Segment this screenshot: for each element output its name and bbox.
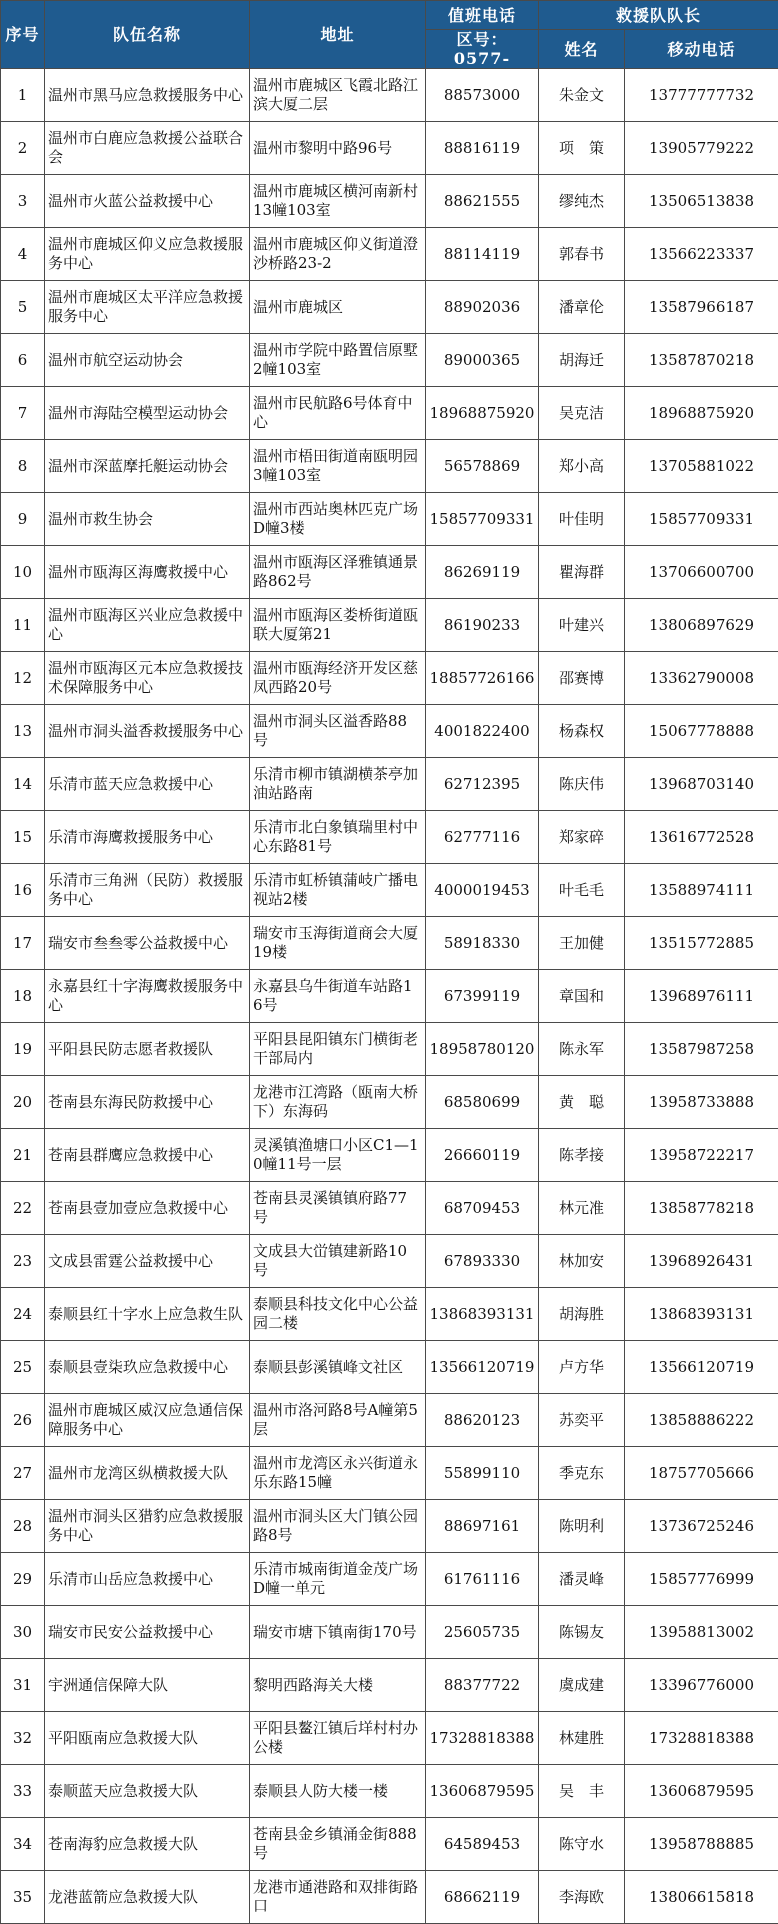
table-row <box>1 387 778 440</box>
team-address: 温州市洞头区溢香路88号 <box>250 705 426 758</box>
team-address: 温州市鹿城区 <box>250 281 426 334</box>
leader-name: 虞成建 <box>539 1659 625 1712</box>
table-row <box>1 1447 778 1500</box>
leader-mobile: 13958733888 <box>625 1076 778 1129</box>
leader-mobile: 13705881022 <box>625 440 778 493</box>
team-address: 温州市鹿城区飞霞北路江滨大厦二层 <box>250 69 426 122</box>
leader-name: 瞿海群 <box>539 546 625 599</box>
team-address: 瑞安市塘下镇南街170号 <box>250 1606 426 1659</box>
table-row <box>1 917 778 970</box>
leader-name: 李海欧 <box>539 1871 625 1924</box>
team-name: 温州市瓯海区元本应急救援技术保障服务中心 <box>45 652 250 705</box>
team-name: 温州市黑马应急救援服务中心 <box>45 69 250 122</box>
row-number: 5 <box>1 281 45 334</box>
table-row <box>1 758 778 811</box>
leader-name: 卢方华 <box>539 1341 625 1394</box>
team-address: 龙港市通港路和双排街路口 <box>250 1871 426 1924</box>
leader-name: 叶建兴 <box>539 599 625 652</box>
team-name: 瑞安市民安公益救援中心 <box>45 1606 250 1659</box>
row-number: 8 <box>1 440 45 493</box>
row-number: 31 <box>1 1659 45 1712</box>
leader-mobile: 13606879595 <box>625 1765 778 1818</box>
duty-phone: 68580699 <box>426 1076 539 1129</box>
duty-phone: 13566120719 <box>426 1341 539 1394</box>
team-address: 龙港市江湾路（瓯南大桥下）东海码 <box>250 1076 426 1129</box>
row-number: 16 <box>1 864 45 917</box>
table-row <box>1 228 778 281</box>
team-address: 瑞安市玉海街道商会大厦19楼 <box>250 917 426 970</box>
row-number: 27 <box>1 1447 45 1500</box>
team-address: 乐清市城南街道金茂广场D幢一单元 <box>250 1553 426 1606</box>
header-name: 姓名 <box>539 30 625 69</box>
table-row <box>1 1288 778 1341</box>
leader-name: 潘章伦 <box>539 281 625 334</box>
header-area-code: 区号：0577- <box>426 30 539 69</box>
duty-phone: 56578869 <box>426 440 539 493</box>
row-number: 13 <box>1 705 45 758</box>
team-name: 永嘉县红十字海鹰救援服务中心 <box>45 970 250 1023</box>
team-name: 文成县雷霆公益救援中心 <box>45 1235 250 1288</box>
team-name: 温州市瓯海区海鹰救援中心 <box>45 546 250 599</box>
leader-name: 胡海胜 <box>539 1288 625 1341</box>
duty-phone: 89000365 <box>426 334 539 387</box>
leader-name: 杨森权 <box>539 705 625 758</box>
team-name: 瑞安市叁叁零公益救援中心 <box>45 917 250 970</box>
leader-mobile: 13515772885 <box>625 917 778 970</box>
table-row <box>1 652 778 705</box>
leader-mobile: 18968875920 <box>625 387 778 440</box>
leader-mobile: 18757705666 <box>625 1447 778 1500</box>
duty-phone: 88620123 <box>426 1394 539 1447</box>
table-row <box>1 1818 778 1871</box>
table-row <box>1 122 778 175</box>
duty-phone: 13606879595 <box>426 1765 539 1818</box>
duty-phone: 88697161 <box>426 1500 539 1553</box>
team-address: 黎明西路海关大楼 <box>250 1659 426 1712</box>
row-number: 6 <box>1 334 45 387</box>
leader-name: 陈永军 <box>539 1023 625 1076</box>
leader-name: 朱金文 <box>539 69 625 122</box>
leader-mobile: 13858886222 <box>625 1394 778 1447</box>
row-number: 24 <box>1 1288 45 1341</box>
leader-mobile: 13958788885 <box>625 1818 778 1871</box>
table-row <box>1 970 778 1023</box>
leader-mobile: 13566223337 <box>625 228 778 281</box>
team-address: 温州市洞头区大门镇公园路8号 <box>250 1500 426 1553</box>
leader-mobile: 13858778218 <box>625 1182 778 1235</box>
row-number: 19 <box>1 1023 45 1076</box>
team-name: 温州市海陆空模型运动协会 <box>45 387 250 440</box>
row-number: 30 <box>1 1606 45 1659</box>
table-row <box>1 864 778 917</box>
row-number: 29 <box>1 1553 45 1606</box>
table-row <box>1 1182 778 1235</box>
header-leader: 救援队队长 <box>539 1 778 30</box>
duty-phone: 62777116 <box>426 811 539 864</box>
leader-name: 潘灵峰 <box>539 1553 625 1606</box>
leader-mobile: 13706600700 <box>625 546 778 599</box>
duty-phone: 18958780120 <box>426 1023 539 1076</box>
team-name: 泰顺蓝天应急救援大队 <box>45 1765 250 1818</box>
leader-mobile: 15857709331 <box>625 493 778 546</box>
table-row <box>1 1394 778 1447</box>
team-name: 温州市白鹿应急救援公益联合会 <box>45 122 250 175</box>
team-address: 温州市瓯海经济开发区慈凤西路20号 <box>250 652 426 705</box>
table-row <box>1 1023 778 1076</box>
duty-phone: 58918330 <box>426 917 539 970</box>
duty-phone: 25605735 <box>426 1606 539 1659</box>
leader-mobile: 13566120719 <box>625 1341 778 1394</box>
team-name: 宇洲通信保障大队 <box>45 1659 250 1712</box>
row-number: 32 <box>1 1712 45 1765</box>
leader-name: 王加健 <box>539 917 625 970</box>
row-number: 10 <box>1 546 45 599</box>
duty-phone: 13868393131 <box>426 1288 539 1341</box>
team-address: 温州市龙湾区永兴街道永乐东路15幢 <box>250 1447 426 1500</box>
team-name: 乐清市三角洲（民防）救援服务中心 <box>45 864 250 917</box>
duty-phone: 68709453 <box>426 1182 539 1235</box>
table-header <box>1 1 778 69</box>
row-number: 14 <box>1 758 45 811</box>
leader-name: 黄 聪 <box>539 1076 625 1129</box>
row-number: 11 <box>1 599 45 652</box>
duty-phone: 88377722 <box>426 1659 539 1712</box>
leader-name: 郭春书 <box>539 228 625 281</box>
team-name: 龙港蓝箭应急救援大队 <box>45 1871 250 1924</box>
leader-mobile: 13905779222 <box>625 122 778 175</box>
leader-name: 林加安 <box>539 1235 625 1288</box>
header-address: 地址 <box>250 1 426 69</box>
leader-name: 邵赛博 <box>539 652 625 705</box>
team-name: 泰顺县壹柒玖应急救援中心 <box>45 1341 250 1394</box>
team-address: 温州市黎明中路96号 <box>250 122 426 175</box>
duty-phone: 18857726166 <box>426 652 539 705</box>
leader-name: 陈庆伟 <box>539 758 625 811</box>
leader-name: 陈锡友 <box>539 1606 625 1659</box>
duty-phone: 86190233 <box>426 599 539 652</box>
duty-phone: 88621555 <box>426 175 539 228</box>
team-name: 温州市洞头溢香救援服务中心 <box>45 705 250 758</box>
duty-phone: 88114119 <box>426 228 539 281</box>
team-address: 温州市民航路6号体育中心 <box>250 387 426 440</box>
table-row <box>1 1076 778 1129</box>
leader-mobile: 13616772528 <box>625 811 778 864</box>
table-row <box>1 1341 778 1394</box>
team-name: 苍南县群鹰应急救援中心 <box>45 1129 250 1182</box>
team-name: 乐清市山岳应急救援中心 <box>45 1553 250 1606</box>
team-address: 温州市学院中路置信原墅2幢103室 <box>250 334 426 387</box>
row-number: 33 <box>1 1765 45 1818</box>
table-row <box>1 334 778 387</box>
leader-mobile: 15067778888 <box>625 705 778 758</box>
team-name: 泰顺县红十字水上应急救生队 <box>45 1288 250 1341</box>
table-row <box>1 1712 778 1765</box>
table-row <box>1 599 778 652</box>
team-name: 平阳瓯南应急救援大队 <box>45 1712 250 1765</box>
team-address: 泰顺县彭溪镇峰文社区 <box>250 1341 426 1394</box>
team-address: 乐清市柳市镇湖横茶亭加油站路南 <box>250 758 426 811</box>
leader-name: 林元准 <box>539 1182 625 1235</box>
team-address: 苍南县金乡镇涌金街888号 <box>250 1818 426 1871</box>
leader-mobile: 13968976111 <box>625 970 778 1023</box>
duty-phone: 68662119 <box>426 1871 539 1924</box>
leader-name: 吴克洁 <box>539 387 625 440</box>
leader-name: 胡海迁 <box>539 334 625 387</box>
table-row <box>1 175 778 228</box>
team-address: 温州市鹿城区仰义街道澄沙桥路23-2 <box>250 228 426 281</box>
row-number: 9 <box>1 493 45 546</box>
row-number: 26 <box>1 1394 45 1447</box>
team-address: 永嘉县乌牛街道车站路16号 <box>250 970 426 1023</box>
team-address: 平阳县昆阳镇东门横街老干部局内 <box>250 1023 426 1076</box>
duty-phone: 88573000 <box>426 69 539 122</box>
table-row <box>1 1765 778 1818</box>
team-address: 温州市瓯海区娄桥街道瓯联大厦第21 <box>250 599 426 652</box>
leader-name: 叶佳明 <box>539 493 625 546</box>
team-name: 温州市洞头区猎豹应急救援服务中心 <box>45 1500 250 1553</box>
leader-name: 陈明利 <box>539 1500 625 1553</box>
leader-mobile: 13868393131 <box>625 1288 778 1341</box>
duty-phone: 55899110 <box>426 1447 539 1500</box>
leader-mobile: 13362790008 <box>625 652 778 705</box>
team-name: 平阳县民防志愿者救援队 <box>45 1023 250 1076</box>
leader-name: 郑小高 <box>539 440 625 493</box>
duty-phone: 4001822400 <box>426 705 539 758</box>
leader-mobile: 13587870218 <box>625 334 778 387</box>
team-name: 温州市鹿城区威汉应急通信保障服务中心 <box>45 1394 250 1447</box>
duty-phone: 67399119 <box>426 970 539 1023</box>
table-row <box>1 493 778 546</box>
duty-phone: 67893330 <box>426 1235 539 1288</box>
team-address: 乐清市北白象镇瑞里村中心东路81号 <box>250 811 426 864</box>
leader-mobile: 13587987258 <box>625 1023 778 1076</box>
team-name: 温州市鹿城区太平洋应急救援服务中心 <box>45 281 250 334</box>
table-row <box>1 1606 778 1659</box>
table-row <box>1 1129 778 1182</box>
leader-mobile: 13506513838 <box>625 175 778 228</box>
table-row <box>1 69 778 122</box>
team-name: 苍南海豹应急救援大队 <box>45 1818 250 1871</box>
leader-name: 郑家碎 <box>539 811 625 864</box>
team-name: 温州市龙湾区纵横救援大队 <box>45 1447 250 1500</box>
leader-mobile: 13588974111 <box>625 864 778 917</box>
team-name: 温州市瓯海区兴业应急救援中心 <box>45 599 250 652</box>
leader-mobile: 13587966187 <box>625 281 778 334</box>
row-number: 34 <box>1 1818 45 1871</box>
table-row <box>1 440 778 493</box>
duty-phone: 64589453 <box>426 1818 539 1871</box>
row-number: 12 <box>1 652 45 705</box>
duty-phone: 17328818388 <box>426 1712 539 1765</box>
duty-phone: 4000019453 <box>426 864 539 917</box>
leader-mobile: 13806897629 <box>625 599 778 652</box>
leader-mobile: 17328818388 <box>625 1712 778 1765</box>
table-body <box>1 69 778 1924</box>
team-address: 温州市西站奥林匹克广场D幢3楼 <box>250 493 426 546</box>
leader-mobile: 13777777732 <box>625 69 778 122</box>
duty-phone: 26660119 <box>426 1129 539 1182</box>
header-mobile: 移动电话 <box>625 30 778 69</box>
leader-mobile: 15857776999 <box>625 1553 778 1606</box>
team-name: 乐清市蓝天应急救援中心 <box>45 758 250 811</box>
duty-phone: 15857709331 <box>426 493 539 546</box>
leader-name: 苏奕平 <box>539 1394 625 1447</box>
duty-phone: 86269119 <box>426 546 539 599</box>
table-row <box>1 811 778 864</box>
leader-mobile: 13968703140 <box>625 758 778 811</box>
leader-name: 陈孝接 <box>539 1129 625 1182</box>
team-address: 泰顺县人防大楼一楼 <box>250 1765 426 1818</box>
team-address: 温州市瓯海区泽雅镇通景路862号 <box>250 546 426 599</box>
leader-mobile: 13396776000 <box>625 1659 778 1712</box>
leader-name: 缪纯杰 <box>539 175 625 228</box>
leader-name: 章国和 <box>539 970 625 1023</box>
team-name: 温州市鹿城区仰义应急救援服务中心 <box>45 228 250 281</box>
leader-mobile: 13968926431 <box>625 1235 778 1288</box>
leader-name: 叶毛毛 <box>539 864 625 917</box>
team-address: 平阳县鳌江镇后垟村村办公楼 <box>250 1712 426 1765</box>
team-name: 苍南县壹加壹应急救援中心 <box>45 1182 250 1235</box>
row-number: 7 <box>1 387 45 440</box>
leader-mobile: 13958813002 <box>625 1606 778 1659</box>
leader-name: 林建胜 <box>539 1712 625 1765</box>
duty-phone: 61761116 <box>426 1553 539 1606</box>
team-address: 泰顺县科技文化中心公益园二楼 <box>250 1288 426 1341</box>
table-row <box>1 1235 778 1288</box>
table-row <box>1 1659 778 1712</box>
leader-name: 季克东 <box>539 1447 625 1500</box>
team-name: 苍南县东海民防救援中心 <box>45 1076 250 1129</box>
team-address: 温州市洛河路8号A幢第5层 <box>250 1394 426 1447</box>
header-no: 序号 <box>1 1 45 69</box>
table-row <box>1 705 778 758</box>
duty-phone: 88816119 <box>426 122 539 175</box>
row-number: 17 <box>1 917 45 970</box>
row-number: 28 <box>1 1500 45 1553</box>
duty-phone: 18968875920 <box>426 387 539 440</box>
leader-name: 项 策 <box>539 122 625 175</box>
row-number: 35 <box>1 1871 45 1924</box>
header-duty-phone: 值班电话 <box>426 1 539 30</box>
team-address: 乐清市虹桥镇蒲岐广播电视站2楼 <box>250 864 426 917</box>
team-name: 温州市深蓝摩托艇运动协会 <box>45 440 250 493</box>
leader-mobile: 13958722217 <box>625 1129 778 1182</box>
team-address: 文成县大峃镇建新路10号 <box>250 1235 426 1288</box>
row-number: 23 <box>1 1235 45 1288</box>
row-number: 3 <box>1 175 45 228</box>
row-number: 4 <box>1 228 45 281</box>
team-name: 温州市救生协会 <box>45 493 250 546</box>
duty-phone: 88902036 <box>426 281 539 334</box>
team-name: 温州市火蓝公益救援中心 <box>45 175 250 228</box>
leader-name: 陈守水 <box>539 1818 625 1871</box>
team-address: 温州市梧田街道南瓯明园3幢103室 <box>250 440 426 493</box>
row-number: 25 <box>1 1341 45 1394</box>
row-number: 18 <box>1 970 45 1023</box>
row-number: 22 <box>1 1182 45 1235</box>
team-address: 温州市鹿城区横河南新村13幢103室 <box>250 175 426 228</box>
leader-mobile: 13736725246 <box>625 1500 778 1553</box>
table-row <box>1 1500 778 1553</box>
team-address: 灵溪镇渔塘口小区C1—10幢11号一层 <box>250 1129 426 1182</box>
team-name: 温州市航空运动协会 <box>45 334 250 387</box>
row-number: 15 <box>1 811 45 864</box>
row-number: 20 <box>1 1076 45 1129</box>
table-row <box>1 281 778 334</box>
duty-phone: 62712395 <box>426 758 539 811</box>
leader-mobile: 13806615818 <box>625 1871 778 1924</box>
team-name: 乐清市海鹰救援服务中心 <box>45 811 250 864</box>
header-team: 队伍名称 <box>45 1 250 69</box>
row-number: 21 <box>1 1129 45 1182</box>
leader-name: 吴 丰 <box>539 1765 625 1818</box>
team-address: 苍南县灵溪镇镇府路77号 <box>250 1182 426 1235</box>
table-row <box>1 546 778 599</box>
row-number: 1 <box>1 69 45 122</box>
row-number: 2 <box>1 122 45 175</box>
table-row <box>1 1553 778 1606</box>
